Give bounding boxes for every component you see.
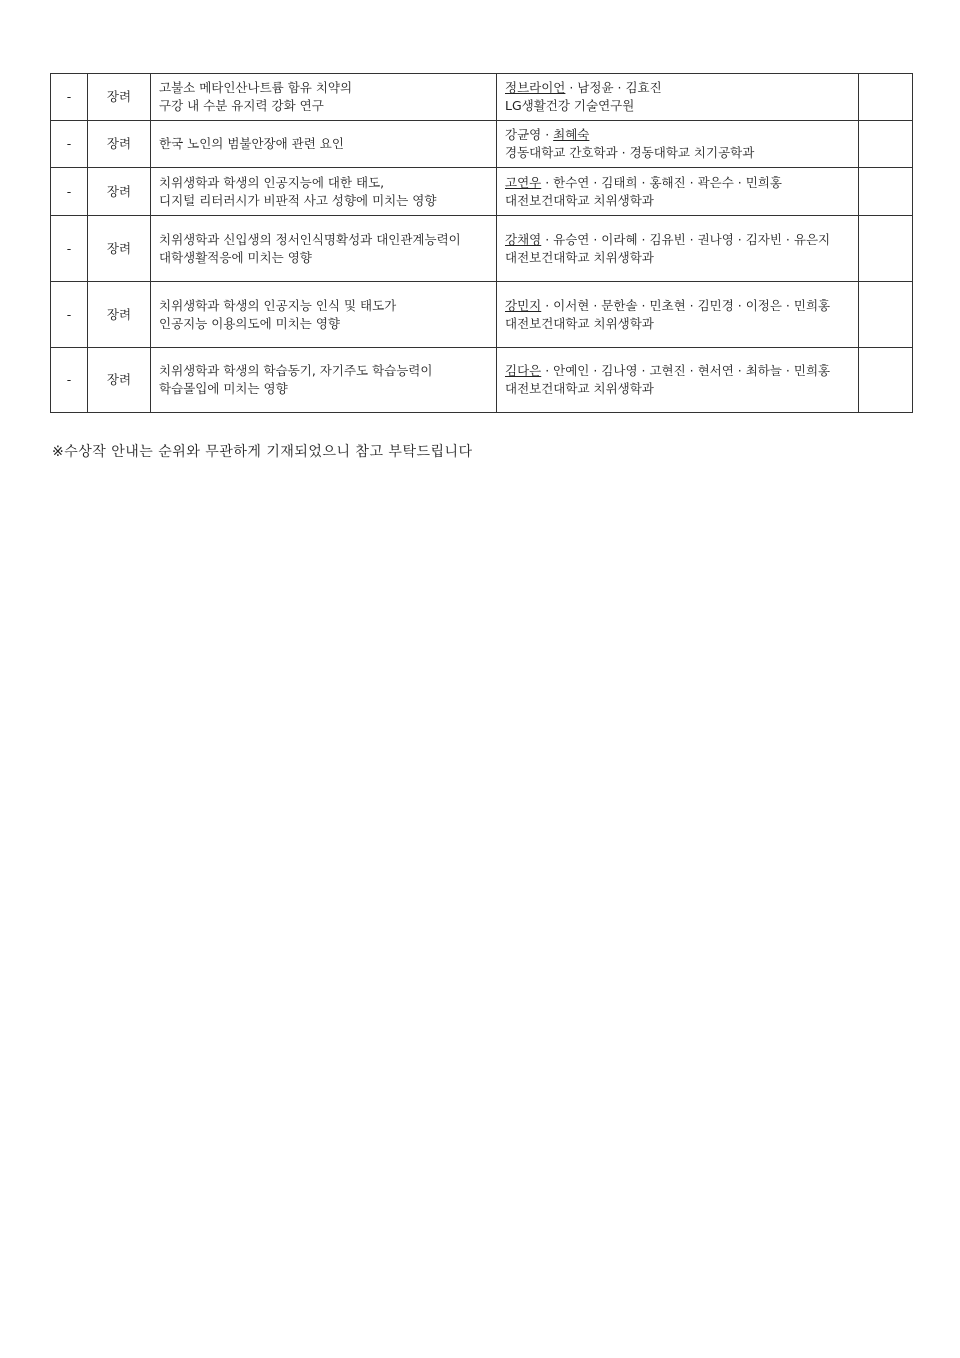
table-row	[51, 74, 913, 121]
co-authors: · 이서현 · 문한솔 · 민초현 · 김민경 · 이정은 · 민희홍	[541, 297, 831, 313]
paper-title-line: 치위생학과 학생의 학습동기, 자기주도 학습능력이	[159, 363, 433, 378]
footnote: ※수상작 안내는 순위와 무관하게 기재되었으니 참고 부탁드립니다	[52, 444, 473, 460]
authors-line	[505, 362, 850, 380]
rank-cell: -	[51, 168, 88, 216]
paper-title-cell	[151, 121, 497, 168]
affiliation: LG생활건강 기술연구원	[505, 98, 635, 113]
rank-cell: -	[51, 282, 88, 348]
lead-author: 최혜숙	[553, 127, 590, 142]
lead-author: 김다은	[505, 363, 542, 378]
affiliation: 대전보건대학교 치위생학과	[505, 381, 654, 396]
rank-cell: -	[51, 348, 88, 413]
authors-cell	[497, 282, 859, 348]
authors-cell	[497, 121, 859, 168]
empty-cell	[859, 168, 913, 216]
paper-title-cell	[151, 348, 497, 413]
paper-title-line: 디지털 리터러시가 비판적 사고 성향에 미치는 영향	[159, 192, 437, 208]
rank-cell: -	[51, 216, 88, 282]
paper-title-line: 한국 노인의 범불안장애 관련 요인	[159, 136, 344, 151]
table-row	[51, 168, 913, 216]
rank-cell: -	[51, 74, 88, 121]
co-authors: · 남정윤 · 김효진	[565, 80, 662, 95]
paper-title-line: 고불소 메타인산나트륨 함유 치약의	[159, 80, 353, 95]
table-row	[51, 121, 913, 168]
paper-title-line: 치위생학과 학생의 인공지능에 대한 태도,	[159, 174, 385, 190]
paper-title-cell	[151, 282, 497, 348]
affiliation: 대전보건대학교 치위생학과	[505, 315, 654, 331]
co-authors: 강균영 ·	[505, 127, 554, 142]
authors-line	[505, 79, 850, 97]
table-row	[51, 216, 913, 282]
authors-cell	[497, 348, 859, 413]
empty-cell	[859, 282, 913, 348]
award-grade-cell: 장려	[88, 216, 151, 282]
empty-cell	[859, 74, 913, 121]
awards-table	[50, 73, 913, 413]
empty-cell	[859, 121, 913, 168]
award-grade-cell: 장려	[88, 168, 151, 216]
paper-title-line: 인공지능 이용의도에 미치는 영향	[159, 315, 340, 331]
affiliation: 경동대학교 간호학과 · 경동대학교 치기공학과	[505, 145, 755, 160]
paper-title-line: 구강 내 수분 유지력 강화 연구	[159, 98, 324, 113]
paper-title-line: 치위생학과 신입생의 정서인식명확성과 대인관계능력이	[159, 231, 461, 247]
paper-title-line: 대학생활적응에 미치는 영향	[159, 249, 312, 265]
lead-author: 강민지	[505, 297, 542, 313]
paper-title-cell	[151, 168, 497, 216]
paper-title-line: 치위생학과 학생의 인공지능 인식 및 태도가	[159, 297, 397, 313]
table-row	[51, 348, 913, 413]
empty-cell	[859, 216, 913, 282]
authors-cell	[497, 168, 859, 216]
rank-cell: -	[51, 121, 88, 168]
authors-cell	[497, 74, 859, 121]
award-grade-cell: 장려	[88, 348, 151, 413]
paper-title-line: 학습몰입에 미치는 영향	[159, 381, 288, 396]
authors-line	[505, 126, 850, 144]
co-authors: · 유승연 · 이라혜 · 김유빈 · 권나영 · 김자빈 · 유은지	[541, 231, 831, 247]
award-grade-cell: 장려	[88, 74, 151, 121]
award-grade-cell: 장려	[88, 282, 151, 348]
authors-line	[505, 174, 850, 192]
lead-author: 정브라이언	[505, 80, 566, 95]
paper-title-cell	[151, 216, 497, 282]
empty-cell	[859, 348, 913, 413]
authors-line	[505, 231, 850, 249]
lead-author: 강채영	[505, 231, 542, 247]
affiliation: 대전보건대학교 치위생학과	[505, 192, 654, 208]
award-grade-cell: 장려	[88, 121, 151, 168]
authors-cell	[497, 216, 859, 282]
lead-author: 고연우	[505, 174, 542, 190]
authors-line	[505, 297, 850, 315]
affiliation: 대전보건대학교 치위생학과	[505, 249, 654, 265]
co-authors: · 안예인 · 김나영 · 고현진 · 현서연 · 최하늘 · 민희홍	[541, 363, 831, 378]
paper-title-cell	[151, 74, 497, 121]
co-authors: · 한수연 · 김태희 · 홍해진 · 곽은수 · 민희홍	[541, 174, 782, 190]
table-row	[51, 282, 913, 348]
